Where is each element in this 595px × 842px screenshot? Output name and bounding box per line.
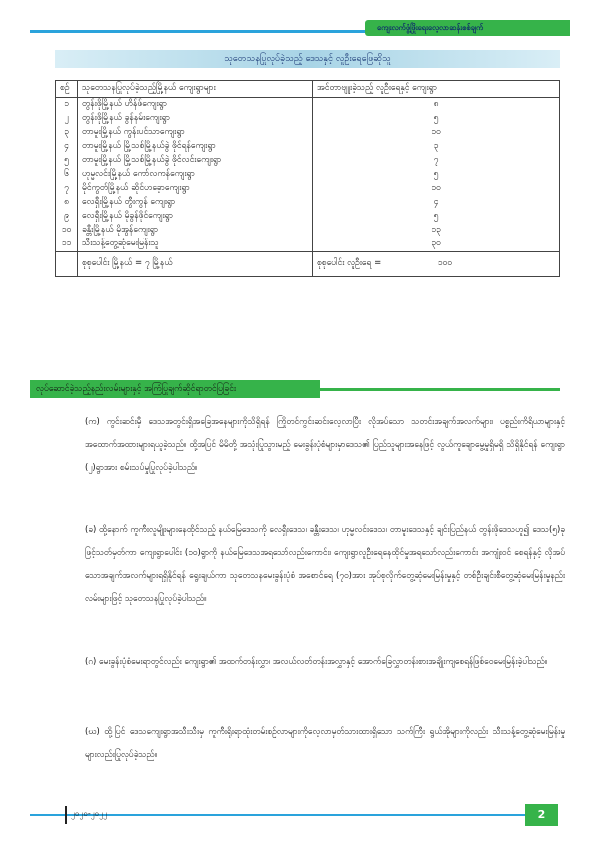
table-row [56, 98, 560, 112]
row-location: တာမူးမြို့နယ် ကွန်းပင်သာကျေးရွာ [78, 126, 313, 140]
section-rule [320, 388, 560, 391]
table-row [56, 238, 560, 252]
table-row [56, 224, 560, 238]
footer-bar [65, 806, 67, 824]
total-empty [56, 252, 78, 277]
paragraph-kha: (ခ) ထို့နောက် ကူကီးလူမျိုးများနေထိုင်သည့် နယ်မြေဒေသကို လေရှီးဒေသ၊ ခန္တီးဒေသ၊ ဟုမ္မလင်းဒေသ၊ တာမူးဒေသနှင့် ချင်းပြည်နယ် တွန်းဖိုဒေသဟူ၍ ဒေသ(၅)ခုဖြင့်သတ်မှတ်ကာ ကျေးရွာပေါင်း (၁၀)ရွာကို နယ်မြေဒေသအရသော်လည်းကောင်း၊ ကျေးရွာလူဦးရေနေထိုင်မှုအရသော်လည်းကောင်း အကျုံးဝင် စေရန်နှင့် လိုအပ်သောအချက်အလက်များရရှိနိုင်ရန် ရွေးချယ်ကာ သုတေသနမေးခွန်းပုံစံ အစောင်ရေ (၇၀)အား အုပ်စုလိုက်တွေ့ဆုံမေးမြန်းမှုနှင့် တစ်ဦးချင်းစီတွေ့ဆုံမေးမြန်းမှုနည်းလမ်းများဖြင့် သုတေသနပြုလုပ်ခဲ့ပါသည်။ [85, 524, 565, 603]
table-row [56, 126, 560, 140]
row-number: ၁၀ [56, 224, 78, 238]
paragraph-gha: (ဃ) ထို့ပြင် ဒေသကျေးရွာအသီးသီးမှ ကူကီးရိုးရာထုံးတမ်းစဉ်လာများကိုလေ့လာမှတ်သားထားရှိသော သက်ကြီး ရွယ်အိုများကိုလည်း သီးသန့်တွေ့ဆုံမေးမြန်းမှုများလည်းပြုလုပ်ခဲ့သည်။ [85, 726, 565, 759]
table-row [56, 182, 560, 196]
table-row [56, 196, 560, 210]
table-title: သုတေသနပြုလုပ်ခဲ့သည့် ဒေသနှင့် လူဦးရေဖြေဆိုသူ [55, 50, 560, 68]
page-number: 2 [525, 804, 558, 826]
row-count: ၁၀ [313, 182, 560, 196]
row-number: ၈ [56, 196, 78, 210]
table-row [56, 140, 560, 154]
table-row [56, 154, 560, 168]
row-number: ၃ [56, 126, 78, 140]
table-row [56, 112, 560, 126]
row-number: ၁ [56, 98, 78, 112]
total-population-label: စုစုပေါင်း လူဦးရေ = [317, 258, 382, 268]
section-heading [30, 380, 560, 398]
row-location: တွန်းဖိုမြို့နယ် ခွန်နမ်းကျေးရွာ [78, 112, 313, 126]
table-total-row [56, 252, 560, 277]
header-location: သုတေသနပြုလုပ်ခဲ့သည့်မြို့နယ် ကျေးရွာများ [78, 81, 313, 98]
row-number: ၅ [56, 154, 78, 168]
header-tab: ကျေးလက်ဖွံ့ဖြိုးရေးလေ့လာဆန်းစစ်ချက် [365, 20, 570, 36]
row-number: ၄ [56, 140, 78, 154]
row-location: တာမူးမြို့နယ် မြို့သစ်မြို့နယ်ခွဲ ဖိုင်ရန်ကျေးရွာ [78, 140, 313, 154]
row-count: ၄ [313, 196, 560, 210]
row-count: ၁၀ [313, 126, 560, 140]
row-location: တာမူးမြို့နယ် မြို့သစ်မြို့နယ်ခွဲ ဖိုင်လင်းကျေးရွာ [78, 154, 313, 168]
paragraph-ka: (က) ကွင်းဆင်းမှီ ဒေသအတွင်းရှိအခြေအနေများကိုသိရှိရန် ကြိုတင်ကွင်းဆင်းလေ့လာပြီး လိုအပ်သော သတင်းအချက်အလက်များ၊ ပစ္စည်းကိရိယာများနှင့် အထောက်အထားများရယူခဲ့သည်။ ထို့အပြင် မိမိတို့ အသုံးပြုသွားမည့် မေးခွန်းပုံစံများမှာဒေသ၏ ပြည်သူများအနေဖြင့် လွယ်ကူချောမွေ့မှုရှိမရှိ သိရှိနိုင်ရန် ကျေးရွာ (၂)ရွာအား စမ်းသပ်မှုပြုလုပ်ခဲ့ပါသည်။ [85, 416, 565, 472]
row-number: ၂ [56, 112, 78, 126]
total-townships: စုစုပေါင်း မြို့နယ် = ၇ မြို့နယ် [78, 252, 313, 277]
row-location: လေရှီးမြို့နယ် တွီးကွန် ကျေးရွာ [78, 196, 313, 210]
row-count: ၇ [313, 154, 560, 168]
issue-number: ၂၀၂၀-၂၀၂၂ [71, 809, 108, 818]
row-count: ၈ [313, 98, 560, 112]
header-rule [30, 30, 365, 33]
row-count: ၃ [313, 140, 560, 154]
total-population-value: ၁၀၀ [437, 258, 453, 268]
table-row [56, 168, 560, 182]
paragraph-ga: (ဂ) မေးခွန်းပုံစံမေးရာတွင်လည်း ကျေးရွာ၏ အထက်တန်းလွှာ၊ အလယ်လတ်တန်းအလွှာနှင့် အောက်ခြေလွှာတန်းစားအချိုးကျစေရန်ဖြစ်ဝေမေးမြန်းခဲ့ပါသည်။ [85, 656, 548, 666]
table-row [56, 210, 560, 224]
row-count: ၃၀ [313, 238, 560, 252]
total-population [313, 252, 560, 277]
row-location: ခန္တီးမြို့နယ် မိုအွန်ကျေးရွာ [78, 224, 313, 238]
row-number: ၁၁ [56, 238, 78, 252]
row-number: ၇ [56, 182, 78, 196]
row-location: လေရှီးမြို့နယ် မိုခွန်ဖိုင်ကျေးရွာ [78, 210, 313, 224]
row-location: တွန်းဖိုမြို့နယ် ဟိန်ဖ်ကျေးရွာ [78, 98, 313, 112]
row-count: ၅ [313, 112, 560, 126]
survey-table [55, 80, 560, 277]
table-header-row [56, 81, 560, 98]
row-count: ၅ [313, 168, 560, 182]
row-location: ဟုမ္မလင်းမြို့နယ် ကော်လကန်ကျေးရွာ [78, 168, 313, 182]
row-location: မိုင်ကွတ်မြို့နယ် ဆိုင်ဟခေ့ာကျေးရွာ [78, 182, 313, 196]
row-number: ၉ [56, 210, 78, 224]
row-location: သီးသန့်တွေ့ဆုံမေးမြန်းသူ [78, 238, 313, 252]
header-count: အင်တာဗျူးခဲ့သည့် လူဦးရေနှင့် ကျေးရွာ [313, 81, 560, 98]
row-count: ၅ [313, 210, 560, 224]
header-no: စဉ် [56, 81, 78, 98]
row-number: ၆ [56, 168, 78, 182]
row-count: ၁၃ [313, 224, 560, 238]
section-title: လုပ်ဆောင်ခဲ့သည့်နည်းလမ်းများနှင့် အကြံပြုချက်ဆိုင်ရာတင်ပြခြင်း [30, 380, 320, 398]
